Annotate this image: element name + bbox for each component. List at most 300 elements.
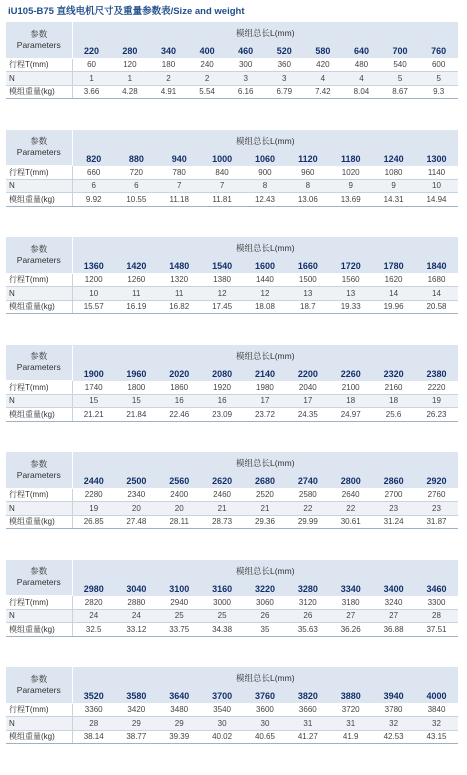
n-row-label: N [6,609,72,623]
stroke-row [6,703,458,717]
weight-row [6,515,458,529]
length-cell: 400 [188,44,227,58]
length-cell: 700 [381,44,420,58]
length-cell: 2920 [415,474,458,488]
length-header: 模组总长L(mm) [72,237,458,259]
table-cell: 26.85 [72,515,115,529]
table-cell: 2400 [158,488,201,502]
table-cell: 5.54 [188,85,227,99]
stroke-row [6,166,458,180]
table-cell: 12 [201,287,244,301]
table-cell: 27 [329,609,372,623]
table-cell: 13.06 [286,193,329,207]
table-cell: 40.65 [244,730,287,744]
parameters-label-cn: 参数 [30,28,48,39]
stroke-row [6,488,458,502]
parameters-label-cn: 参数 [30,566,48,577]
table-cell: 3480 [158,703,201,717]
length-cell: 1900 [72,367,115,381]
table-cell: 1560 [329,273,372,287]
table-cell: 13 [329,287,372,301]
table-cell: 2160 [372,381,415,395]
table-cell: 2760 [415,488,458,502]
table-cell: 18 [329,394,372,408]
length-header: 模组总长L(mm) [72,345,458,367]
length-cell: 3880 [329,689,372,703]
table-cell: 41.27 [286,730,329,744]
table-cell: 2580 [286,488,329,502]
table-cell: 9.3 [419,85,458,99]
length-row [6,474,458,488]
n-row [6,394,458,408]
length-cell: 3220 [244,582,287,596]
length-cell: 4000 [415,689,458,703]
stroke-row [6,381,458,395]
table-cell: 10.55 [115,193,158,207]
table-cell: 10 [415,179,458,193]
table-cell: 18.7 [286,300,329,314]
table-cell: 240 [188,58,227,72]
length-row [6,152,458,166]
n-row [6,502,458,516]
parameters-label-cn: 参数 [30,351,48,362]
table-cell: 1980 [244,381,287,395]
table-cell: 19.33 [329,300,372,314]
table-cell: 2340 [115,488,158,502]
length-cell: 940 [158,152,201,166]
table-cell: 16.19 [115,300,158,314]
table-cell: 5 [419,72,458,86]
table-cell: 3 [265,72,304,86]
length-cell: 1000 [201,152,244,166]
n-row-label: N [6,287,72,301]
spec-table [6,452,458,529]
table-cell: 24 [72,609,115,623]
table-cell: 8 [244,179,287,193]
table-cell: 16.82 [158,300,201,314]
table-cell: 24 [115,609,158,623]
header-row [6,130,458,152]
n-row-label: N [6,179,72,193]
length-cell: 3280 [286,582,329,596]
length-header: 模组总长L(mm) [72,560,458,582]
length-cell: 2260 [329,367,372,381]
table-cell: 2460 [201,488,244,502]
table-cell: 1080 [372,166,415,180]
length-cell: 3100 [158,582,201,596]
table-cell: 42.53 [372,730,415,744]
table-cell: 28 [415,609,458,623]
table-cell: 38.14 [72,730,115,744]
table-cell: 20.58 [415,300,458,314]
table-cell: 3360 [72,703,115,717]
parameters-label-cn: 参数 [30,673,48,684]
table-cell: 3840 [415,703,458,717]
table-cell: 540 [381,58,420,72]
length-cell: 280 [111,44,150,58]
length-cell: 2500 [115,474,158,488]
length-cell: 1480 [158,259,201,273]
stroke-row-label: 行程T(mm) [6,488,72,502]
table-cell: 1140 [415,166,458,180]
table-cell: 3420 [115,703,158,717]
table-cell: 30 [201,717,244,731]
table-cell: 4 [342,72,381,86]
weight-row [6,85,458,99]
length-cell: 3040 [115,582,158,596]
length-cell: 3160 [201,582,244,596]
parameters-header [6,560,72,596]
spec-table [6,22,458,99]
table-cell: 36.88 [372,623,415,637]
spec-table [6,345,458,422]
table-cell: 3120 [286,596,329,610]
table-cell: 2220 [415,381,458,395]
header-row [6,452,458,474]
length-cell: 2200 [286,367,329,381]
length-cell: 2020 [158,367,201,381]
table-cell: 23 [372,502,415,516]
length-cell: 2080 [201,367,244,381]
length-cell: 1600 [244,259,287,273]
parameters-label-cn: 参数 [30,136,48,147]
table-cell: 8.04 [342,85,381,99]
table-cell: 15.57 [72,300,115,314]
n-row-label: N [6,394,72,408]
stroke-row-label: 行程T(mm) [6,703,72,717]
table-cell: 11.81 [201,193,244,207]
length-cell: 1840 [415,259,458,273]
table-cell: 17 [244,394,287,408]
table-cell: 8.67 [381,85,420,99]
n-row-label: N [6,717,72,731]
weight-row-label: 模组重量(kg) [6,193,72,207]
length-row [6,259,458,273]
table-cell: 21.84 [115,408,158,422]
weight-row [6,193,458,207]
table-cell: 3060 [244,596,287,610]
table-cell: 23.09 [201,408,244,422]
length-cell: 3340 [329,582,372,596]
table-cell: 21 [201,502,244,516]
table-cell: 1860 [158,381,201,395]
table-cell: 37.51 [415,623,458,637]
table-cell: 1 [111,72,150,86]
length-cell: 2560 [158,474,201,488]
weight-row [6,408,458,422]
length-cell: 2380 [415,367,458,381]
parameters-label-en: Parameters [16,254,61,265]
length-cell: 3820 [286,689,329,703]
table-cell: 9 [372,179,415,193]
table-cell: 3300 [415,596,458,610]
length-cell: 460 [226,44,265,58]
table-cell: 4.91 [149,85,188,99]
table-cell: 7.42 [304,85,343,99]
table-cell: 13 [286,287,329,301]
table-cell: 32 [372,717,415,731]
table-cell: 23 [415,502,458,516]
length-cell: 1180 [329,152,372,166]
table-cell: 23.72 [244,408,287,422]
table-cell: 28 [72,717,115,731]
length-cell: 2620 [201,474,244,488]
parameters-header [6,452,72,488]
table-cell: 22 [329,502,372,516]
length-cell: 880 [115,152,158,166]
table-cell: 1440 [244,273,287,287]
table-cell: 12 [244,287,287,301]
n-row [6,609,458,623]
table-cell: 360 [265,58,304,72]
length-cell: 3640 [158,689,201,703]
table-cell: 24.35 [286,408,329,422]
length-cell: 1720 [329,259,372,273]
table-cell: 40.02 [201,730,244,744]
table-cell: 18.08 [244,300,287,314]
length-cell: 1120 [286,152,329,166]
stroke-row-label: 行程T(mm) [6,381,72,395]
parameters-label-en: Parameters [16,577,61,588]
header-row [6,345,458,367]
length-header: 模组总长L(mm) [72,22,458,44]
table-cell: 2280 [72,488,115,502]
parameters-label-en: Parameters [16,39,61,50]
table-cell: 10 [72,287,115,301]
table-cell: 15 [115,394,158,408]
table-cell: 60 [72,58,111,72]
table-cell: 14.31 [372,193,415,207]
table-cell: 24.97 [329,408,372,422]
n-row [6,717,458,731]
spec-table [6,560,458,637]
n-row [6,179,458,193]
table-cell: 1680 [415,273,458,287]
length-cell: 640 [342,44,381,58]
length-header: 模组总长L(mm) [72,667,458,689]
length-cell: 2320 [372,367,415,381]
spec-table [6,237,458,314]
weight-row [6,623,458,637]
table-cell: 2880 [115,596,158,610]
table-cell: 3180 [329,596,372,610]
parameters-header [6,345,72,381]
stroke-row [6,58,458,72]
table-cell: 2040 [286,381,329,395]
table-cell: 8 [286,179,329,193]
table-cell: 27.48 [115,515,158,529]
table-cell: 26.23 [415,408,458,422]
table-cell: 1200 [72,273,115,287]
table-cell: 36.26 [329,623,372,637]
table-cell: 600 [419,58,458,72]
table-cell: 14 [415,287,458,301]
table-cell: 14 [372,287,415,301]
table-cell: 30.61 [329,515,372,529]
table-cell: 3000 [201,596,244,610]
weight-row-label: 模组重量(kg) [6,730,72,744]
table-cell: 4.28 [111,85,150,99]
length-header: 模组总长L(mm) [72,452,458,474]
header-row [6,22,458,44]
stroke-row-label: 行程T(mm) [6,273,72,287]
table-cell: 26 [286,609,329,623]
parameters-label-en: Parameters [16,469,61,480]
length-cell: 220 [72,44,111,58]
weight-row-label: 模组重量(kg) [6,85,72,99]
table-cell: 25.6 [372,408,415,422]
table-cell: 33.75 [158,623,201,637]
parameters-header [6,667,72,703]
length-row [6,44,458,58]
table-cell: 19.96 [372,300,415,314]
table-cell: 22 [286,502,329,516]
table-cell: 19 [72,502,115,516]
table-cell: 3660 [286,703,329,717]
table-cell: 2700 [372,488,415,502]
table-cell: 4 [304,72,343,86]
parameters-header [6,22,72,58]
weight-row-label: 模组重量(kg) [6,408,72,422]
weight-row-label: 模组重量(kg) [6,623,72,637]
table-cell: 39.39 [158,730,201,744]
table-cell: 22.46 [158,408,201,422]
table-cell: 30 [244,717,287,731]
length-cell: 3520 [72,689,115,703]
table-cell: 1800 [115,381,158,395]
table-cell: 20 [158,502,201,516]
table-cell: 43.15 [415,730,458,744]
length-cell: 3760 [244,689,287,703]
table-cell: 6.16 [226,85,265,99]
table-cell: 1260 [115,273,158,287]
table-cell: 35 [244,623,287,637]
parameters-header [6,130,72,166]
table-cell: 20 [115,502,158,516]
table-cell: 19 [415,394,458,408]
table-cell: 31.24 [372,515,415,529]
weight-row [6,300,458,314]
table-cell: 13.69 [329,193,372,207]
table-cell: 1920 [201,381,244,395]
table-cell: 840 [201,166,244,180]
table-cell: 21.21 [72,408,115,422]
table-cell: 3600 [244,703,287,717]
length-cell: 1420 [115,259,158,273]
spec-tables [6,22,458,775]
table-cell: 300 [226,58,265,72]
length-cell: 1240 [372,152,415,166]
table-cell: 7 [158,179,201,193]
table-cell: 14.94 [415,193,458,207]
table-cell: 7 [201,179,244,193]
page-title: iU105-B75 直线电机尺寸及重量参数表/Size and weight [8,6,245,17]
table-cell: 25 [201,609,244,623]
table-cell: 120 [111,58,150,72]
length-cell: 2740 [286,474,329,488]
table-cell: 3720 [329,703,372,717]
table-cell: 41.9 [329,730,372,744]
table-cell: 480 [342,58,381,72]
table-cell: 9.92 [72,193,115,207]
table-cell: 1 [72,72,111,86]
table-cell: 1500 [286,273,329,287]
table-cell: 3540 [201,703,244,717]
stroke-row [6,596,458,610]
table-cell: 5 [381,72,420,86]
header-row [6,667,458,689]
parameters-label-cn: 参数 [30,243,48,254]
n-row [6,287,458,301]
table-cell: 31.87 [415,515,458,529]
table-cell: 6.79 [265,85,304,99]
table-cell: 31 [286,717,329,731]
table-cell: 2940 [158,596,201,610]
table-cell: 3.66 [72,85,111,99]
table-cell: 29.99 [286,515,329,529]
length-cell: 2140 [244,367,287,381]
table-cell: 16 [158,394,201,408]
table-cell: 1320 [158,273,201,287]
length-cell: 1540 [201,259,244,273]
length-header: 模组总长L(mm) [72,130,458,152]
weight-row [6,730,458,744]
length-cell: 2680 [244,474,287,488]
table-cell: 12.43 [244,193,287,207]
header-row [6,237,458,259]
spec-table [6,130,458,207]
table-cell: 720 [115,166,158,180]
length-cell: 340 [149,44,188,58]
table-cell: 2820 [72,596,115,610]
table-cell: 2640 [329,488,372,502]
table-cell: 18 [372,394,415,408]
table-cell: 17.45 [201,300,244,314]
header-row [6,560,458,582]
length-cell: 1360 [72,259,115,273]
table-cell: 17 [286,394,329,408]
table-cell: 2 [188,72,227,86]
table-cell: 15 [72,394,115,408]
table-cell: 27 [372,609,415,623]
table-cell: 28.73 [201,515,244,529]
stroke-row-label: 行程T(mm) [6,166,72,180]
table-cell: 3 [226,72,265,86]
parameters-label-cn: 参数 [30,458,48,469]
table-cell: 33.12 [115,623,158,637]
length-cell: 520 [265,44,304,58]
length-cell: 2440 [72,474,115,488]
length-cell: 3580 [115,689,158,703]
table-cell: 11 [115,287,158,301]
table-cell: 2 [149,72,188,86]
table-cell: 900 [244,166,287,180]
table-cell: 28.11 [158,515,201,529]
n-row-label: N [6,72,72,86]
weight-row-label: 模组重量(kg) [6,300,72,314]
table-cell: 6 [72,179,115,193]
length-cell: 3940 [372,689,415,703]
table-cell: 180 [149,58,188,72]
table-cell: 21 [244,502,287,516]
length-cell: 580 [304,44,343,58]
weight-row-label: 模组重量(kg) [6,515,72,529]
table-cell: 16 [201,394,244,408]
table-cell: 9 [329,179,372,193]
table-cell: 6 [115,179,158,193]
length-cell: 1060 [244,152,287,166]
table-cell: 29 [115,717,158,731]
